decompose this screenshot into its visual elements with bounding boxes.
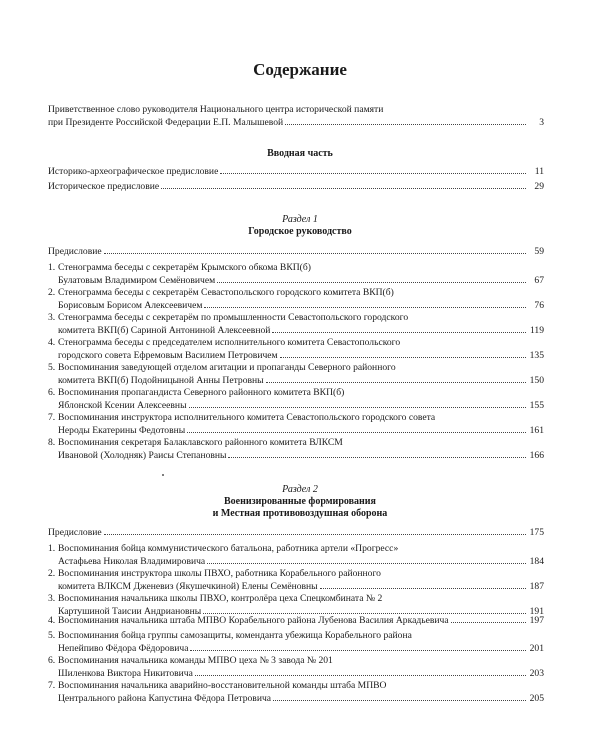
dot-leader (228, 449, 526, 458)
entry-number: 2. (48, 568, 56, 579)
page-number: 119 (529, 325, 544, 336)
toc-entry-text: Стенограмма беседы с секретарём Крымского обкома ВКП(б) (58, 262, 311, 273)
toc-entry-text: Воспоминания пропагандиста Северного районного комитета ВКП(б) (58, 387, 345, 398)
toc-entry-text: Предисловие (48, 246, 102, 257)
toc-entry[interactable] (48, 614, 544, 627)
entry-number: 4. (48, 337, 56, 348)
page-number: 11 (534, 166, 544, 177)
dot-leader (285, 116, 526, 125)
page-number: 201 (529, 643, 544, 654)
page-number: 205 (529, 693, 544, 704)
page-number: 187 (529, 581, 544, 592)
toc-entry-text: Воспоминания инструктора исполнительного комитета Севастопольского городского совета (58, 412, 436, 423)
toc-entry-text: комитета ВКП(б) Сариной Антониной Алексеевной (58, 325, 271, 336)
dot-leader (161, 180, 526, 189)
entry-number: 3. (48, 593, 56, 604)
toc-entry-text: комитета ВКП(б) Подойницыной Анны Петровны (58, 375, 264, 386)
toc-entry-text: Шиленкова Виктора Никитовича (58, 668, 193, 679)
dot-leader (220, 165, 526, 174)
toc-entry-text: Ивановой (Холодняк) Раисы Степановны (58, 450, 227, 461)
dot-leader (320, 580, 526, 589)
page-number: 184 (529, 556, 544, 567)
page-number: 59 (534, 246, 544, 257)
dot-leader (272, 324, 526, 333)
page-number: 155 (529, 400, 544, 411)
toc-entry-preface[interactable] (48, 526, 544, 539)
entry-number: 7. (48, 412, 56, 423)
entry-number: 5. (48, 362, 56, 373)
entry-number: 6. (48, 387, 56, 398)
toc-entry-text: при Президенте Российской Федерации Е.П. Малышевой (48, 117, 284, 128)
entry-number: 7. (48, 680, 56, 691)
toc-entry[interactable] (48, 655, 544, 680)
toc-entry[interactable] (48, 543, 544, 568)
section-label: Раздел 1 (282, 214, 318, 225)
dot-leader (187, 424, 526, 433)
page-number: 3 (539, 117, 544, 128)
section-title: Военизированные формирования (224, 496, 376, 507)
entry-number: 8. (48, 437, 56, 448)
page-title: Содержание (253, 60, 347, 79)
toc-entry-text: Воспоминания бойца коммунистического батальона, работника артели «Прогресс» (58, 543, 399, 554)
toc-entry-text: Центрального района Капустина Фёдора Петровича (58, 693, 272, 704)
toc-entry-text: Историческое предисловие (48, 181, 160, 192)
entry-number: 3. (48, 312, 56, 323)
toc-entry-preface[interactable] (48, 245, 544, 258)
toc-entry-text: Приветственное слово руководителя Национального центра исторической памяти (48, 104, 384, 115)
entry-number: 2. (48, 287, 56, 298)
toc-entry[interactable] (48, 312, 544, 337)
entry-number: 1. (48, 262, 56, 273)
toc-entry[interactable] (48, 437, 544, 462)
toc-entry[interactable] (48, 680, 544, 705)
toc-entry-text: Воспоминания начальника школы ПВХО, контролёра цеха Спецкомбината № 2 (58, 593, 383, 604)
toc-entry-text: Стенограмма беседы с секретарём по промышленности Севастопольского городского (58, 312, 409, 323)
toc-entry-text: Воспоминания начальника команды МПВО цеха № 3 завода № 201 (58, 655, 333, 666)
section-title: и Местная противовоздушная оборона (212, 508, 388, 519)
page-number: 76 (534, 300, 544, 311)
entry-number: 5. (48, 630, 56, 641)
toc-entry-text: Непейпиво Фёдора Фёдоровича (58, 643, 189, 654)
page-number: 29 (534, 181, 544, 192)
toc-entry-text: Воспоминания бойца группы самозащиты, коменданта убежища Корабельного района (58, 630, 412, 641)
toc-entry[interactable] (48, 362, 544, 387)
dot-leader (266, 374, 526, 383)
dot-leader (195, 667, 526, 676)
toc-entry-text: Воспоминания секретаря Балаклавского районного комитета ВЛКСМ (58, 437, 343, 448)
print-speck (162, 474, 164, 476)
dot-leader (104, 245, 526, 254)
toc-entry[interactable] (48, 630, 544, 655)
toc-entry-text: Борисовым Борисом Алексеевичем (58, 300, 203, 311)
section-label: Раздел 2 (282, 484, 318, 495)
entry-number: 6. (48, 655, 56, 666)
toc-entry-text: Яблонской Ксении Алексеевны (58, 400, 187, 411)
toc-entry-text: городского совета Ефремовым Василием Петровичем (58, 350, 278, 361)
toc-entry-text: Воспоминания заведующей отделом агитации и пропаганды Северного районного (58, 362, 396, 373)
dot-leader (203, 605, 526, 614)
toc-entry[interactable] (48, 262, 544, 287)
toc-entry-text: Астафьева Николая Владимировича (58, 556, 206, 567)
dot-leader (190, 642, 526, 651)
page-number: 197 (529, 615, 544, 626)
entry-number: 1. (48, 543, 56, 554)
toc-entry-text: Предисловие (48, 527, 102, 538)
entry-number: 4. (48, 615, 56, 626)
toc-entry[interactable] (48, 287, 544, 312)
page-number: 161 (529, 425, 544, 436)
dot-leader (189, 399, 526, 408)
dot-leader (104, 526, 526, 535)
toc-entry-text: комитета ВЛКСМ Дженевиз (Якушечкиной) Елены Семёновны (58, 581, 318, 592)
page-number: 67 (534, 275, 544, 286)
page-number: 191 (529, 606, 544, 617)
toc-entry[interactable] (48, 165, 544, 178)
toc-entry-intro[interactable] (48, 104, 544, 129)
dot-leader (217, 274, 526, 283)
dot-leader (207, 555, 526, 564)
toc-entry[interactable] (48, 412, 544, 437)
dot-leader (273, 692, 526, 701)
dot-leader (204, 299, 526, 308)
page-number: 150 (529, 375, 544, 386)
toc-entry-text: Картушиной Таисии Андриановны (58, 606, 202, 617)
toc-entry[interactable] (48, 568, 544, 593)
dot-leader (280, 349, 526, 358)
toc-entry-text: Нероды Екатерины Федотовны (58, 425, 186, 436)
section-heading-introductory: Вводная часть (267, 148, 333, 159)
toc-entry-text: Воспоминания инструктора школы ПВХО, работника Корабельного районного (58, 568, 381, 579)
toc-entry-text: Воспоминания начальника штаба МПВО Корабельного района Лубенова Василия Аркадьевича (58, 615, 449, 626)
page-number: 166 (529, 450, 544, 461)
section-title: Городское руководство (248, 226, 352, 237)
dot-leader (451, 614, 526, 623)
toc-entry-text: Историко-археографическое предисловие (48, 166, 219, 177)
toc-entry-text: Стенограмма беседы с председателем исполнительного комитета Севастопольского (58, 337, 401, 348)
toc-entry-text: Булатовым Владимиром Семёновичем (58, 275, 216, 286)
toc-entry[interactable] (48, 337, 544, 362)
toc-entry-text: Воспоминания начальника аварийно-восстановительной команды штаба МПВО (58, 680, 387, 691)
toc-entry-text: Стенограмма беседы с секретарём Севастопольского городского комитета ВКП(б) (58, 287, 394, 298)
page-number: 175 (529, 527, 544, 538)
toc-entry[interactable] (48, 180, 544, 193)
page-number: 135 (529, 350, 544, 361)
page-number: 203 (529, 668, 544, 679)
toc-entry[interactable] (48, 387, 544, 412)
